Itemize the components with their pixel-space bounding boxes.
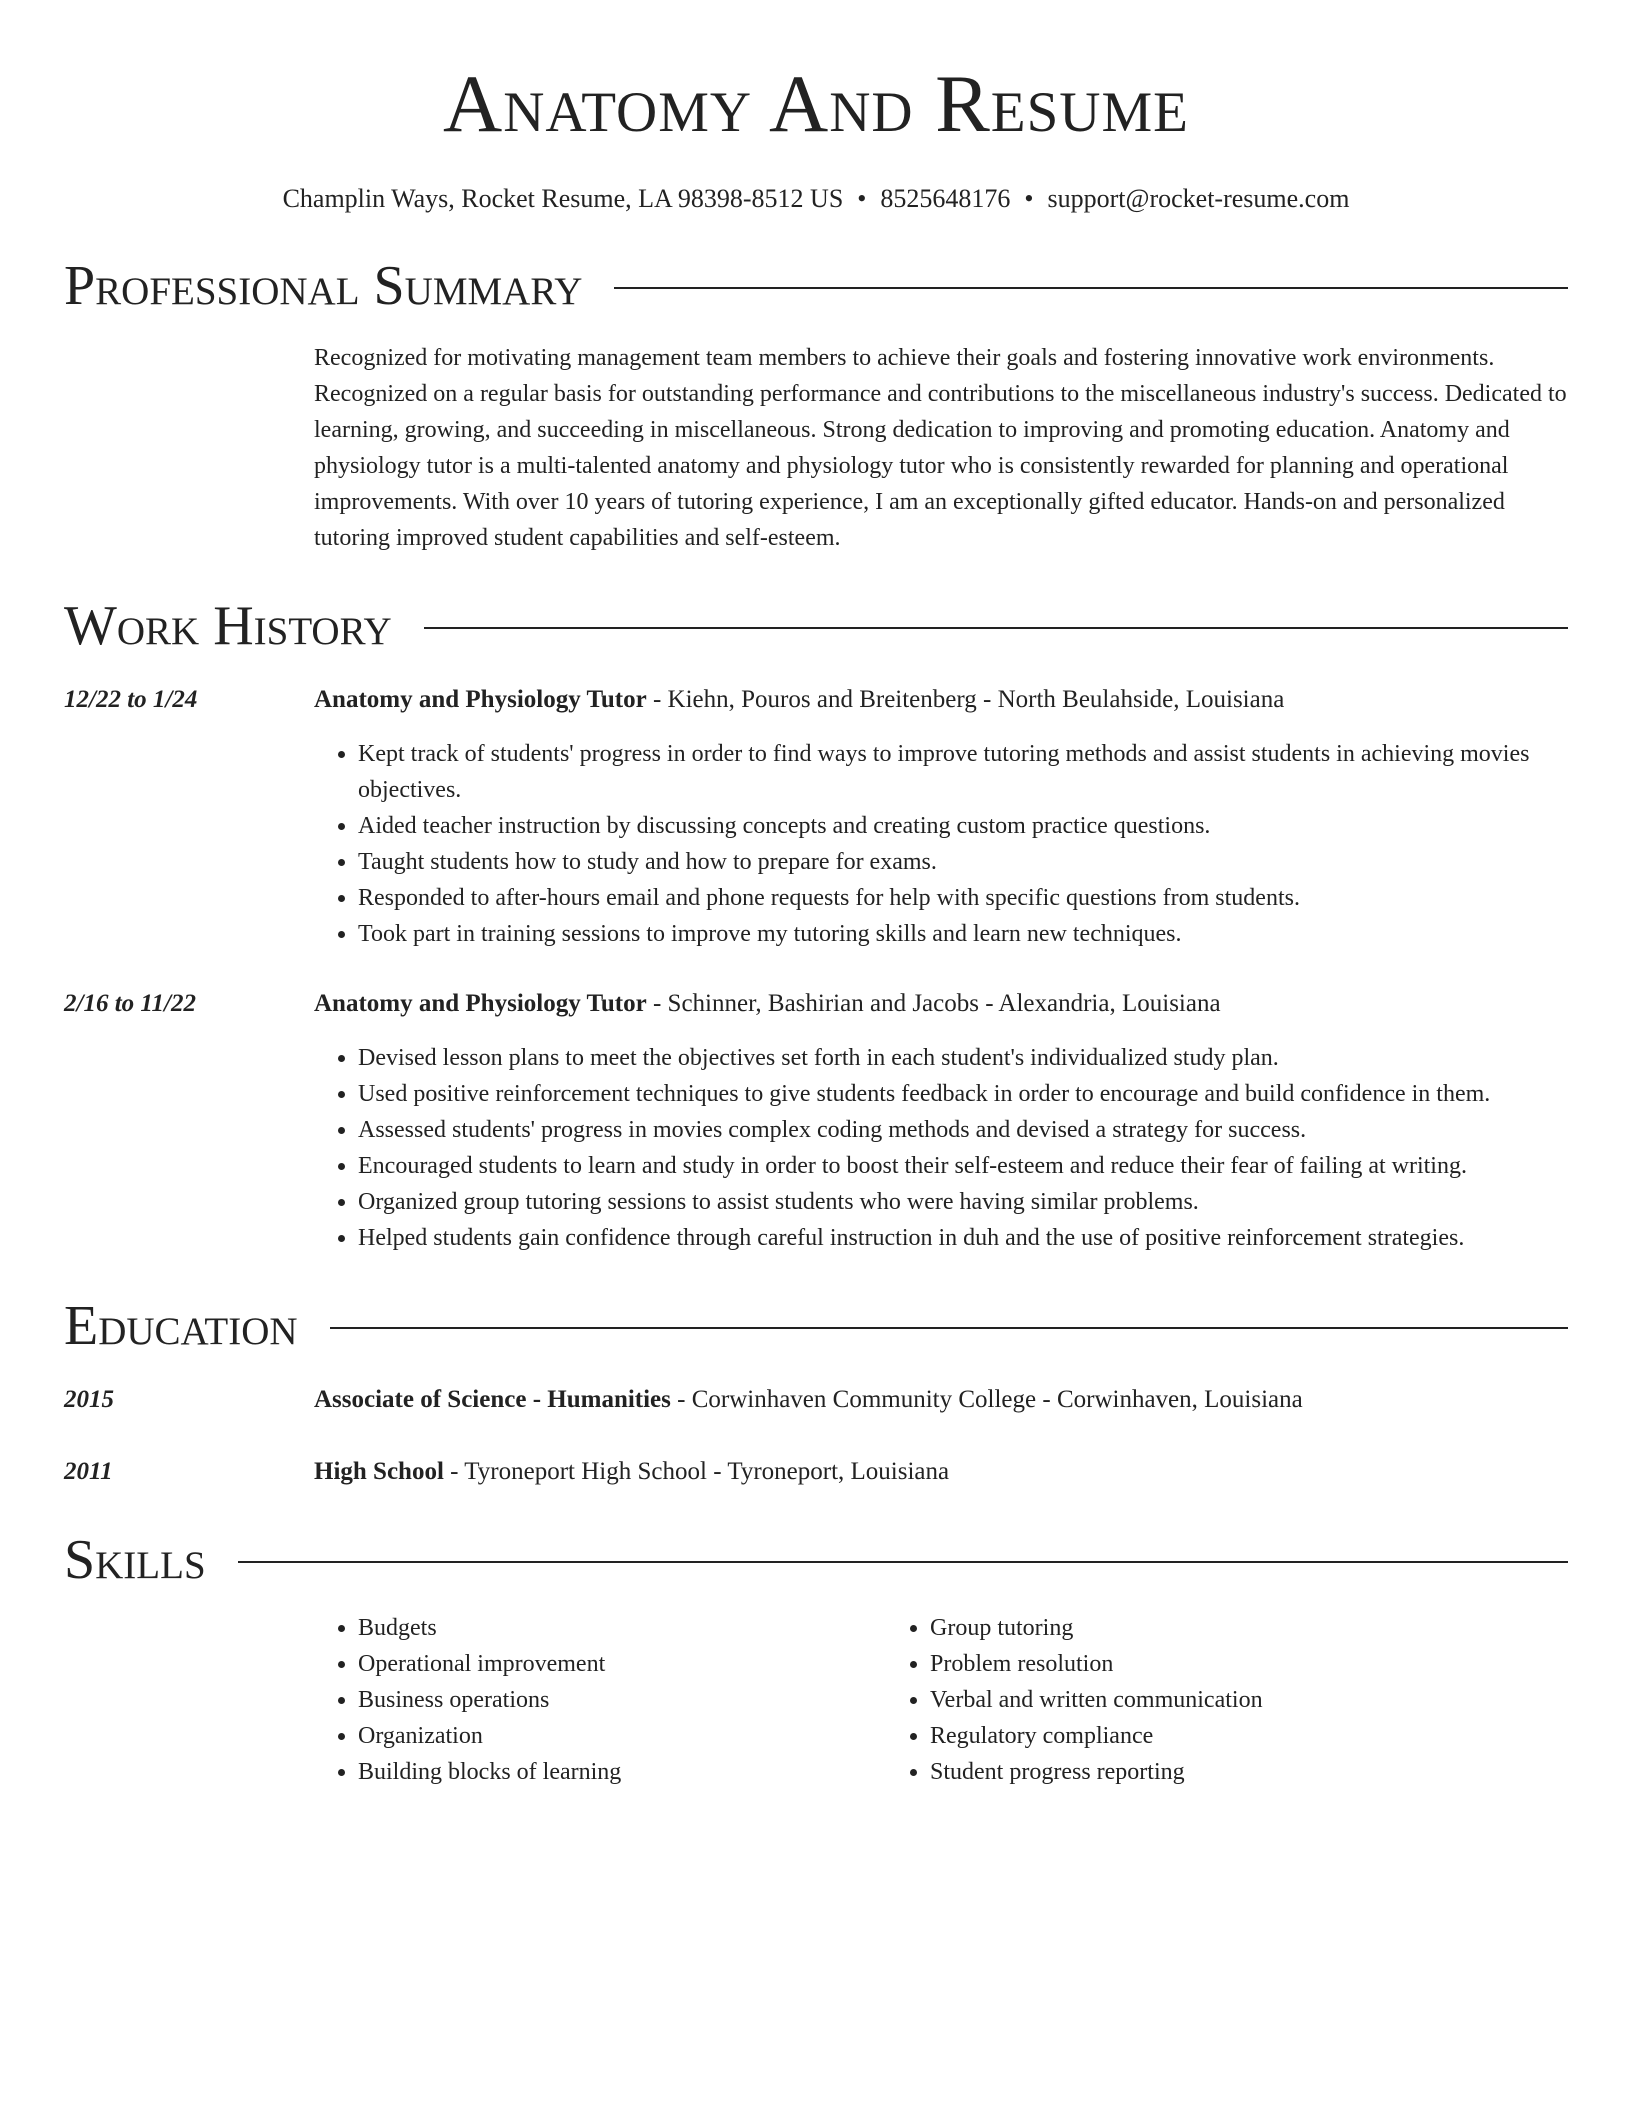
summary-text: Recognized for motivating management team members to achieve their goals and fostering innovative work environments. Recognized on a regular basis for outstanding performance and contributions to the miscellaneous industry's success. Dedicated to learning, growing, and succeeding in miscellaneous. Strong dedication to improving and promoting education. Anatomy and physiology tutor is a multi-talented anatomy and physiology tutor who is consistently rewarded for planning and operational improvements. With over 10 years of tutoring experience, I am an exceptionally gifted educator. Hands-on and personalized tutoring improved student capabilities and self-esteem. [314, 345, 1567, 551]
list-item: • Devised lesson plans to meet the objectives set forth in each student's individualized study plan. [358, 1040, 1568, 1076]
skills-column-left [314, 1610, 886, 1790]
skill-item: • Problem resolution [930, 1646, 1458, 1682]
job-details: - Schinner, Bashirian and Jacobs - Alexandria, Louisiana [646, 990, 1221, 1017]
list-item: • Encouraged students to learn and study in order to boost their self-esteem and reduce their fear of failing at writing. [358, 1148, 1568, 1184]
list-item: • Took part in training sessions to improve my tutoring skills and learn new techniques. [358, 916, 1568, 952]
education-section-header [64, 1292, 1568, 1360]
list-item: • Used positive reinforcement techniques to give students feedback in order to encourage and build confidence in them. [358, 1076, 1568, 1112]
resume-name: Anatomy And Resume [443, 58, 1189, 149]
education-details: - Tyroneport High School - Tyroneport, Louisiana [443, 1458, 950, 1485]
section-divider [330, 1327, 1568, 1329]
education-date: 2011 [64, 1458, 113, 1485]
work-section-header [64, 592, 1568, 660]
skills-section-header [64, 1526, 1568, 1594]
skill-item: • Business operations [358, 1682, 886, 1718]
skill-item: • Group tutoring [930, 1610, 1458, 1646]
job-role: Anatomy and Physiology Tutor [314, 686, 647, 713]
section-divider [238, 1561, 1568, 1563]
skill-item: • Operational improvement [358, 1646, 886, 1682]
education-entry [64, 1454, 1568, 1490]
contact-line [64, 182, 1568, 216]
list-item: • Responded to after-hours email and phone requests for help with specific questions from students. [358, 880, 1568, 916]
list-item: • Organized group tutoring sessions to assist students who were having similar problems. [358, 1184, 1568, 1220]
job-heading [314, 686, 1284, 713]
contact-separator: • [857, 184, 867, 213]
job-heading [314, 990, 1221, 1017]
job-entry [64, 986, 1568, 1256]
skills-section-title: Skills [64, 1529, 206, 1591]
list-item: • Assessed students' progress in movies complex coding methods and devised a strategy for success. [358, 1112, 1568, 1148]
section-divider [614, 287, 1568, 289]
contact-email: support@rocket-resume.com [1047, 184, 1350, 213]
skill-item: • Organization [358, 1718, 886, 1754]
work-section-title: Work History [64, 595, 392, 657]
section-divider [424, 627, 1568, 629]
skills-column-right [886, 1610, 1458, 1790]
job-bullets [314, 1040, 1568, 1256]
job-date: 2/16 to 11/22 [64, 990, 196, 1017]
list-item: • Helped students gain confidence through careful instruction in duh and the use of positive reinforcement strategies. [358, 1220, 1568, 1256]
job-date: 12/22 to 1/24 [64, 686, 198, 713]
contact-address: Champlin Ways, Rocket Resume, LA 98398-8512 US [282, 184, 844, 213]
education-entry [64, 1382, 1568, 1418]
job-details: - Kiehn, Pouros and Breitenberg - North Beulahside, Louisiana [646, 686, 1285, 713]
education-degree: High School [314, 1458, 444, 1485]
skill-item: • Regulatory compliance [930, 1718, 1458, 1754]
list-item: • Kept track of students' progress in order to find ways to improve tutoring methods and assist students in achieving movies objectives. [358, 736, 1568, 808]
skill-item: • Verbal and written communication [930, 1682, 1458, 1718]
summary-section-title: Professional Summary [64, 255, 583, 317]
list-item: • Taught students how to study and how to prepare for exams. [358, 844, 1568, 880]
education-degree: Associate of Science - Humanities [314, 1386, 671, 1413]
contact-separator: • [1024, 184, 1034, 213]
job-role: Anatomy and Physiology Tutor [314, 990, 647, 1017]
skill-item: • Building blocks of learning [358, 1754, 886, 1790]
skills-list [314, 1610, 1568, 1790]
list-item: • Aided teacher instruction by discussing concepts and creating custom practice questions. [358, 808, 1568, 844]
education-details: - Corwinhaven Community College - Corwinhaven, Louisiana [670, 1386, 1303, 1413]
contact-phone: 8525648176 [880, 184, 1011, 213]
job-entry [64, 682, 1568, 952]
summary-section-header [64, 252, 1568, 320]
education-section-title: Education [64, 1295, 298, 1357]
skill-item: • Student progress reporting [930, 1754, 1458, 1790]
job-bullets [314, 736, 1568, 952]
skill-item: • Budgets [358, 1610, 886, 1646]
education-date: 2015 [64, 1386, 114, 1413]
